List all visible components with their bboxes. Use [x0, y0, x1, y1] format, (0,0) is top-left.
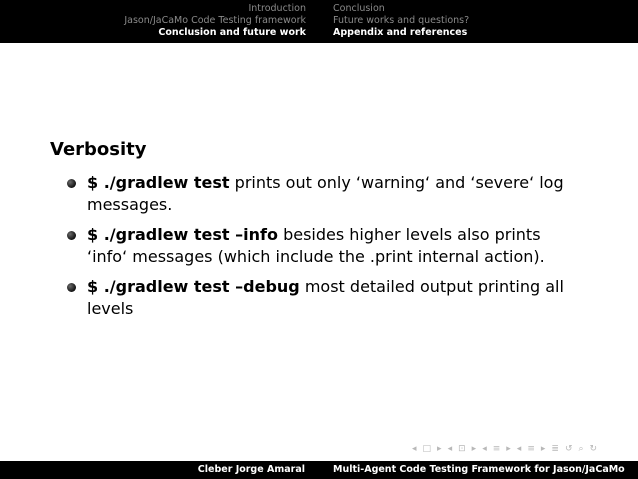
command-text: $ ./gradlew test	[87, 173, 230, 192]
subsection-icon[interactable]: ⊡	[458, 444, 466, 454]
list-item	[63, 224, 583, 268]
redo-icon[interactable]: ↻	[589, 444, 598, 454]
document-icon[interactable]: ≡	[527, 444, 535, 454]
nav-section-testing-framework[interactable]: Jason/JaCaMo Code Testing framework	[124, 15, 306, 26]
nav-left-arrow-icon[interactable]: ◂	[412, 444, 417, 454]
slide-title: Verbosity	[50, 139, 147, 160]
section-nav	[0, 0, 319, 43]
nav-left-arrow-icon[interactable]: ◂	[447, 444, 453, 454]
nav-right-arrow-icon[interactable]: ▸	[540, 444, 546, 454]
bullet-icon	[67, 231, 76, 240]
nav-subsection-appendix[interactable]: Appendix and references	[333, 27, 468, 38]
footer-bar	[0, 461, 638, 479]
nav-right-arrow-icon[interactable]: ▸	[506, 444, 511, 454]
nav-left-arrow-icon[interactable]: ◂	[516, 444, 522, 454]
command-text: $ ./gradlew test –debug	[87, 277, 300, 296]
nav-subsection-future-works[interactable]: Future works and questions?	[333, 15, 470, 26]
nav-right-arrow-icon[interactable]: ▸	[471, 444, 477, 454]
nav-section-introduction[interactable]: Introduction	[248, 3, 306, 14]
command-text: $ ./gradlew test –info	[87, 225, 278, 244]
item-description: besides higher levels also prints ‘info‘ messages (which include the .print internal action).	[87, 225, 545, 266]
nav-subsection-conclusion[interactable]: Conclusion	[333, 3, 385, 14]
nav-section-conclusion[interactable]: Conclusion and future work	[158, 27, 306, 38]
section-icon[interactable]: ≡	[492, 444, 501, 454]
nav-left-arrow-icon[interactable]: ◂	[482, 444, 487, 454]
align-icon[interactable]: ≣	[551, 444, 559, 454]
item-description: prints out only ‘warning‘ and ‘severe‘ log messages.	[87, 173, 564, 214]
list-item	[63, 276, 583, 320]
list-item	[63, 172, 583, 216]
nav-right-arrow-icon[interactable]: ▸	[437, 444, 442, 454]
undo-icon[interactable]: ↺	[564, 444, 573, 454]
footer-title: Multi-Agent Code Testing Framework for Jason/JaCaMo	[333, 464, 625, 475]
search-icon[interactable]: ⌕	[578, 444, 584, 454]
bullet-icon	[67, 283, 76, 292]
frame-icon[interactable]: □	[422, 444, 432, 454]
beamer-navigation-controls	[412, 444, 597, 454]
bullet-list	[63, 172, 583, 328]
footer-author: Cleber Jorge Amaral	[197, 464, 305, 475]
header-bar	[0, 0, 638, 43]
bullet-icon	[67, 179, 76, 188]
subsection-nav	[319, 0, 638, 43]
item-description: most detailed output printing all levels	[87, 277, 564, 318]
